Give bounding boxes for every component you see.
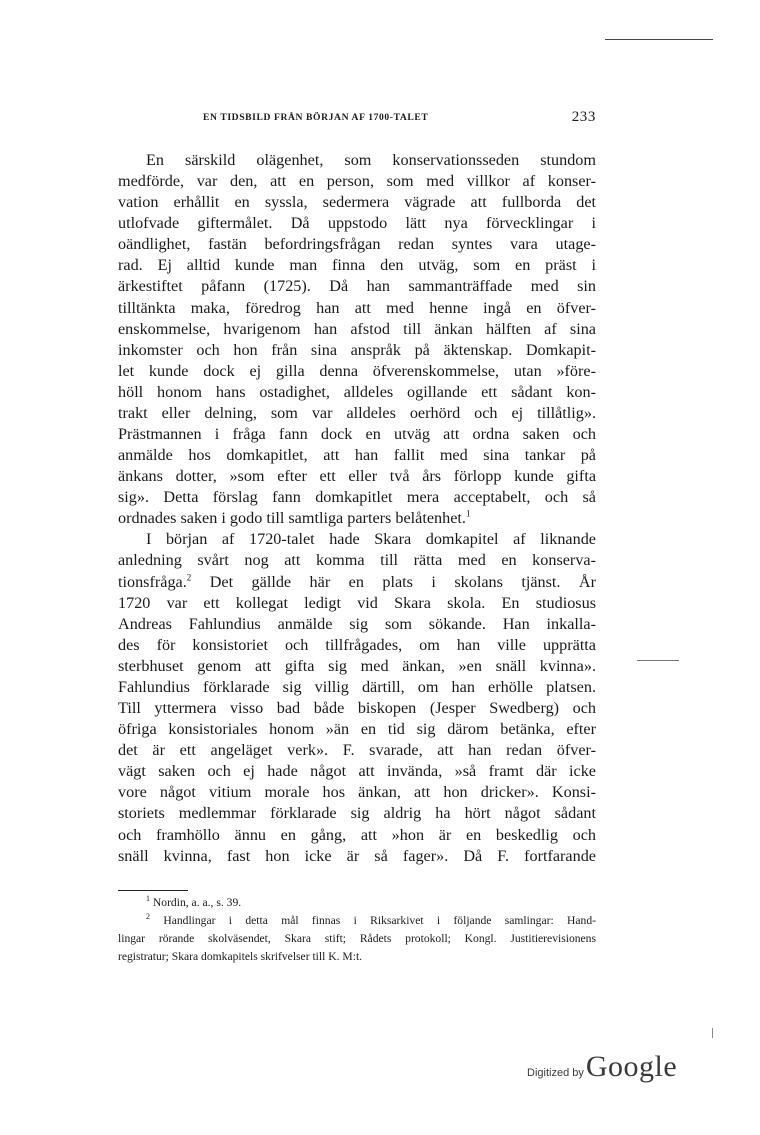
text-line: och framhöllo ännu en gång, att »hon är en beskedlig och [118, 825, 596, 844]
text-line: oändlighet, fastän befordringsfrågan redan syntes vara utage- [118, 235, 596, 254]
text-line: storiets medlemmar förklarade sig aldrig ha hört något sådant [118, 804, 596, 823]
text-line [118, 508, 596, 529]
text-line: inkomster och hon från sina anspråk på äktenskap. Domkapit- [118, 340, 596, 359]
text-line: let kunde dock ej gilla denna öfverenskommelse, utan »före- [118, 361, 596, 380]
text-line: höll honom hans ostadighet, alldeles ogillande ett sådant kon- [118, 382, 596, 401]
text-line: 1720 var ett kollegat ledigt vid Skara skola. En studiosus [118, 593, 596, 612]
text-line: des för konsistoriet och tillfrågades, om han ville upprätta [118, 635, 596, 654]
page-number: 233 [571, 109, 596, 125]
google-logo: Google [585, 1050, 678, 1083]
text-line: Till yttermera visso bad både biskopen (Jesper Swedberg) och [118, 699, 596, 718]
text-line: vore något vitium morale hos änkan, att hon dricker». Konsi- [118, 783, 596, 802]
footnote-marker: 1 [146, 894, 150, 904]
text-line: anmälde hos domkapitlet, att han fallit med sina tankar på [118, 446, 596, 465]
text-line: det är ett angeläget verk». F. svarade, att han redan öfver- [118, 741, 596, 760]
footnote-1 [118, 894, 596, 912]
footnote-2 [118, 912, 596, 930]
text-line: En särskild olägenhet, som konservationsseden stundom [146, 151, 596, 169]
text-line: I början af 1720-talet hade Skara domkapitel af liknande [146, 530, 596, 549]
text-line: öfriga konsistoriales honom »än en tid sig därom betänka, efter [118, 720, 596, 739]
text-line: snäll kvinna, fast hon icke är så fager». Då F. fortfarande [118, 846, 596, 865]
text-line: utlofvade giftermålet. Då uppstodo lätt nya förvecklingar i [118, 214, 596, 233]
text-segment: ordnades saken i godo till samtliga parters belåtenhet. [118, 509, 466, 528]
text-line: vation erhållit en syssla, sedermera vägrade att fullborda det [118, 193, 596, 212]
text-line: vägt saken och ej hade något att invända, »så framt där icke [118, 762, 596, 781]
body-text [118, 150, 596, 867]
text-line: sig». Detta förslag fann domkapitlet mera acceptabelt, och så [118, 488, 596, 507]
footnote-marker: 2 [146, 912, 150, 922]
footnote-rule [118, 890, 188, 891]
footnote-text-line: lingar rörande skolväsendet, Skara stift; Rådets protokoll; Kongl. Justitierevisionens [118, 932, 596, 945]
text-segment: tionsfråga. [118, 572, 187, 591]
text-line: enskommelse, hvarigenom han afstod till änkan hälften af sina [118, 319, 596, 338]
text-line: rad. Ej alltid kunde man finna den utväg, som en präst i [118, 256, 596, 275]
scan-mark [712, 1028, 713, 1038]
text-line: Andreas Fahlundius anmälde sig som sökande. Han inkalla- [118, 614, 596, 633]
text-line: Prästmannen i fråga fann dock en utväg att ordna saken och [118, 425, 596, 444]
footnote-text-line: registratur; Skara domkapitels skrifvelser till K. M:t. [118, 950, 363, 963]
footnote-ref[interactable]: 1 [465, 508, 471, 519]
text-line: tilltänkta maka, föredrog han att med henne ingå en öfver- [118, 298, 596, 317]
text-segment: Det gällde här en plats i skolans tjänst. År [209, 572, 597, 591]
text-line: trakt eller delning, som var alldeles oerhörd och ej tillåtlig». [118, 403, 596, 422]
text-line [118, 572, 596, 593]
footnote-text: Handlingar i detta mål finnas i Riksarkivet i följande samlingar: Hand- [163, 914, 596, 927]
digitized-by-watermark [527, 1050, 687, 1090]
scan-edge-line [637, 660, 679, 661]
text-line: sterbhuset genom att gifta sig med änkan, »en snäll kvinna». [118, 656, 596, 675]
footnotes [118, 894, 596, 966]
text-line: anledning svårt nog att komma till rätta med en konserva- [118, 551, 596, 570]
footnote-ref[interactable]: 2 [186, 572, 192, 583]
digitized-by-label: Digitized by [527, 1067, 584, 1079]
text-line: änkans dotter, »som efter ett eller två års förlopp kunde gifta [118, 467, 596, 486]
text-line: Fahlundius förklarade sig villig därtill, om han erhölle platsen. [118, 677, 596, 696]
scan-edge-line [605, 39, 713, 40]
footnote-text: Nordin, a. a., s. 39. [152, 896, 242, 909]
text-line: ärkestiftet påfann (1725). Då han sammanträffade med sin [118, 277, 596, 296]
running-title: EN TIDSBILD FRÅN BÖRJAN AF 1700-TALET [203, 112, 429, 123]
text-line: medförde, var den, att en person, som med villkor af konser- [118, 172, 596, 191]
running-head [203, 109, 596, 129]
